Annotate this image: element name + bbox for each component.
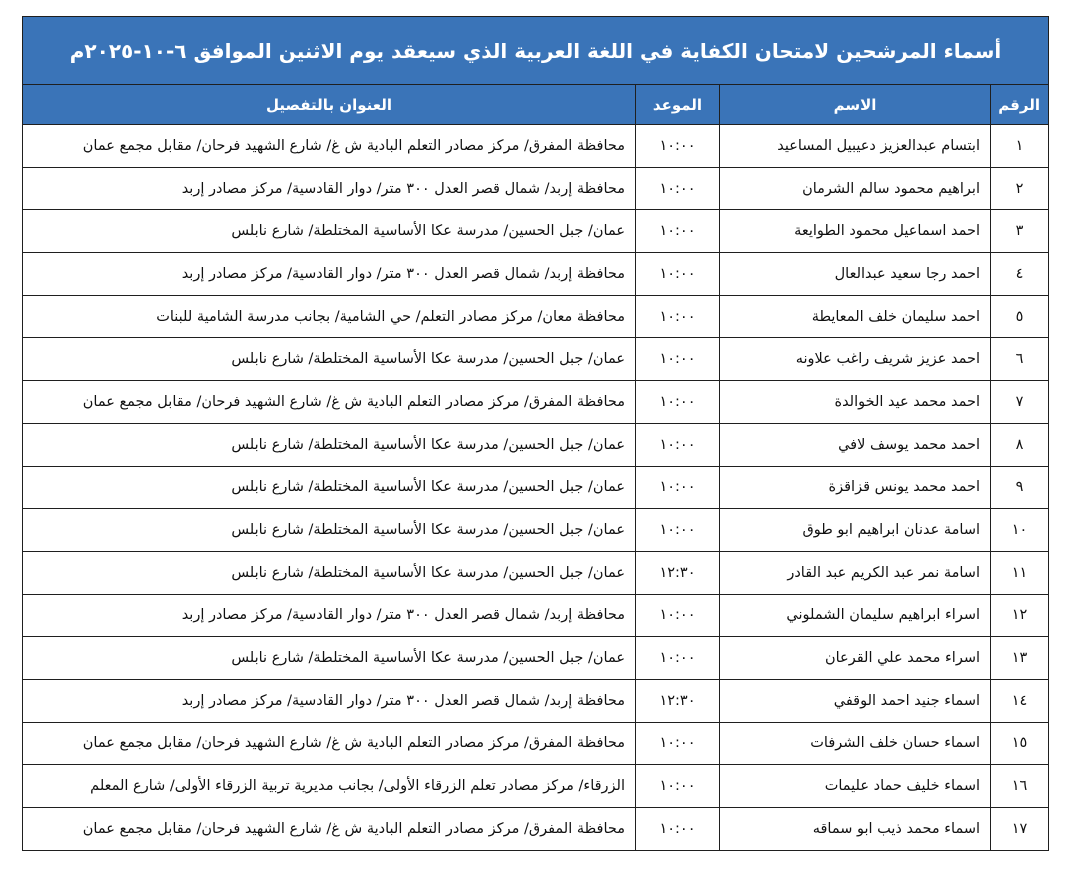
exam-address: محافظة المفرق/ مركز مصادر التعلم البادية ش غ/ شارع الشهيد فرحان/ مقابل مجمع عمان — [23, 381, 636, 424]
exam-time: ١٢:٣٠ — [636, 551, 720, 594]
candidate-name: احمد محمد يونس قزاقزة — [720, 466, 991, 509]
exam-address: عمان/ جبل الحسين/ مدرسة عكا الأساسية المختلطة/ شارع نابلس — [23, 637, 636, 680]
candidate-name: اسماء جنيد احمد الوقفي — [720, 679, 991, 722]
candidate-name: احمد رجا سعيد عبدالعال — [720, 253, 991, 296]
row-number: ١٢ — [991, 594, 1049, 637]
candidate-name: اسامة عدنان ابراهيم ابو طوق — [720, 509, 991, 552]
exam-time: ١٢:٣٠ — [636, 679, 720, 722]
exam-address: عمان/ جبل الحسين/ مدرسة عكا الأساسية المختلطة/ شارع نابلس — [23, 210, 636, 253]
title-row — [23, 17, 1049, 85]
row-number: ٣ — [991, 210, 1049, 253]
candidate-name: احمد محمد يوسف لافي — [720, 423, 991, 466]
candidate-name: ابتسام عبدالعزيز دعيبيل المساعيد — [720, 125, 991, 168]
row-number: ٧ — [991, 381, 1049, 424]
exam-time: ١٠:٠٠ — [636, 167, 720, 210]
table-row — [23, 551, 1049, 594]
exam-time: ١٠:٠٠ — [636, 594, 720, 637]
row-number: ٦ — [991, 338, 1049, 381]
exam-address: عمان/ جبل الحسين/ مدرسة عكا الأساسية المختلطة/ شارع نابلس — [23, 338, 636, 381]
candidate-name: احمد سليمان خلف المعايطة — [720, 295, 991, 338]
exam-time: ١٠:٠٠ — [636, 722, 720, 765]
exam-address: محافظة المفرق/ مركز مصادر التعلم البادية ش غ/ شارع الشهيد فرحان/ مقابل مجمع عمان — [23, 125, 636, 168]
header-time: الموعد — [636, 85, 720, 125]
candidate-name: اسماء خليف حماد عليمات — [720, 765, 991, 808]
candidate-name: احمد عزيز شريف راغب علاونه — [720, 338, 991, 381]
exam-address: محافظة المفرق/ مركز مصادر التعلم البادية ش غ/ شارع الشهيد فرحان/ مقابل مجمع عمان — [23, 808, 636, 851]
table-row — [23, 381, 1049, 424]
exam-time: ١٠:٠٠ — [636, 210, 720, 253]
header-name: الاسم — [720, 85, 991, 125]
exam-time: ١٠:٠٠ — [636, 509, 720, 552]
candidate-name: اسامة نمر عبد الكريم عبد القادر — [720, 551, 991, 594]
exam-address: عمان/ جبل الحسين/ مدرسة عكا الأساسية المختلطة/ شارع نابلس — [23, 466, 636, 509]
exam-address: محافظة إربد/ شمال قصر العدل ٣٠٠ متر/ دوار القادسية/ مركز مصادر إربد — [23, 679, 636, 722]
candidate-name: اسماء حسان خلف الشرفات — [720, 722, 991, 765]
row-number: ١١ — [991, 551, 1049, 594]
table-row — [23, 594, 1049, 637]
exam-time: ١٠:٠٠ — [636, 808, 720, 851]
row-number: ١٤ — [991, 679, 1049, 722]
candidate-name: اسراء محمد علي القرعان — [720, 637, 991, 680]
exam-time: ١٠:٠٠ — [636, 466, 720, 509]
candidate-name: ابراهيم محمود سالم الشرمان — [720, 167, 991, 210]
candidates-table — [22, 16, 1049, 851]
row-number: ٨ — [991, 423, 1049, 466]
row-number: ١٥ — [991, 722, 1049, 765]
header-row — [23, 85, 1049, 125]
candidate-name: اسماء محمد ذيب ابو سماقه — [720, 808, 991, 851]
table-row — [23, 210, 1049, 253]
row-number: ١٦ — [991, 765, 1049, 808]
table-body — [23, 125, 1049, 851]
table-row — [23, 765, 1049, 808]
candidates-sheet — [22, 16, 1048, 851]
exam-time: ١٠:٠٠ — [636, 423, 720, 466]
exam-address: محافظة إربد/ شمال قصر العدل ٣٠٠ متر/ دوار القادسية/ مركز مصادر إربد — [23, 167, 636, 210]
exam-address: عمان/ جبل الحسين/ مدرسة عكا الأساسية المختلطة/ شارع نابلس — [23, 509, 636, 552]
exam-time: ١٠:٠٠ — [636, 637, 720, 680]
exam-address: محافظة إربد/ شمال قصر العدل ٣٠٠ متر/ دوار القادسية/ مركز مصادر إربد — [23, 253, 636, 296]
exam-time: ١٠:٠٠ — [636, 765, 720, 808]
table-row — [23, 466, 1049, 509]
exam-time: ١٠:٠٠ — [636, 338, 720, 381]
exam-time: ١٠:٠٠ — [636, 295, 720, 338]
row-number: ١٣ — [991, 637, 1049, 680]
table-row — [23, 637, 1049, 680]
row-number: ٢ — [991, 167, 1049, 210]
table-row — [23, 722, 1049, 765]
table-row — [23, 509, 1049, 552]
exam-address: محافظة المفرق/ مركز مصادر التعلم البادية ش غ/ شارع الشهيد فرحان/ مقابل مجمع عمان — [23, 722, 636, 765]
header-address: العنوان بالتفصيل — [23, 85, 636, 125]
exam-address: محافظة معان/ مركز مصادر التعلم/ حي الشامية/ بجانب مدرسة الشامية للبنات — [23, 295, 636, 338]
table-row — [23, 338, 1049, 381]
table-row — [23, 295, 1049, 338]
row-number: ١ — [991, 125, 1049, 168]
table-row — [23, 167, 1049, 210]
exam-address: عمان/ جبل الحسين/ مدرسة عكا الأساسية المختلطة/ شارع نابلس — [23, 551, 636, 594]
exam-time: ١٠:٠٠ — [636, 125, 720, 168]
header-number: الرقم — [991, 85, 1049, 125]
page-title: أسماء المرشحين لامتحان الكفاية في اللغة العربية الذي سيعقد يوم الاثنين الموافق ٦-١٠-٢٠٢٥م — [23, 17, 1049, 85]
table-row — [23, 125, 1049, 168]
exam-address: محافظة إربد/ شمال قصر العدل ٣٠٠ متر/ دوار القادسية/ مركز مصادر إربد — [23, 594, 636, 637]
candidate-name: احمد محمد عيد الخوالدة — [720, 381, 991, 424]
exam-time: ١٠:٠٠ — [636, 381, 720, 424]
row-number: ٩ — [991, 466, 1049, 509]
row-number: ٤ — [991, 253, 1049, 296]
exam-time: ١٠:٠٠ — [636, 253, 720, 296]
candidate-name: احمد اسماعيل محمود الطوايعة — [720, 210, 991, 253]
table-row — [23, 423, 1049, 466]
row-number: ٥ — [991, 295, 1049, 338]
exam-address: الزرقاء/ مركز مصادر تعلم الزرقاء الأولى/ بجانب مديرية تربية الزرقاء الأولى/ شارع المعلم — [23, 765, 636, 808]
exam-address: عمان/ جبل الحسين/ مدرسة عكا الأساسية المختلطة/ شارع نابلس — [23, 423, 636, 466]
table-row — [23, 253, 1049, 296]
table-row — [23, 679, 1049, 722]
candidate-name: اسراء ابراهيم سليمان الشملوني — [720, 594, 991, 637]
table-row — [23, 808, 1049, 851]
row-number: ١٠ — [991, 509, 1049, 552]
row-number: ١٧ — [991, 808, 1049, 851]
